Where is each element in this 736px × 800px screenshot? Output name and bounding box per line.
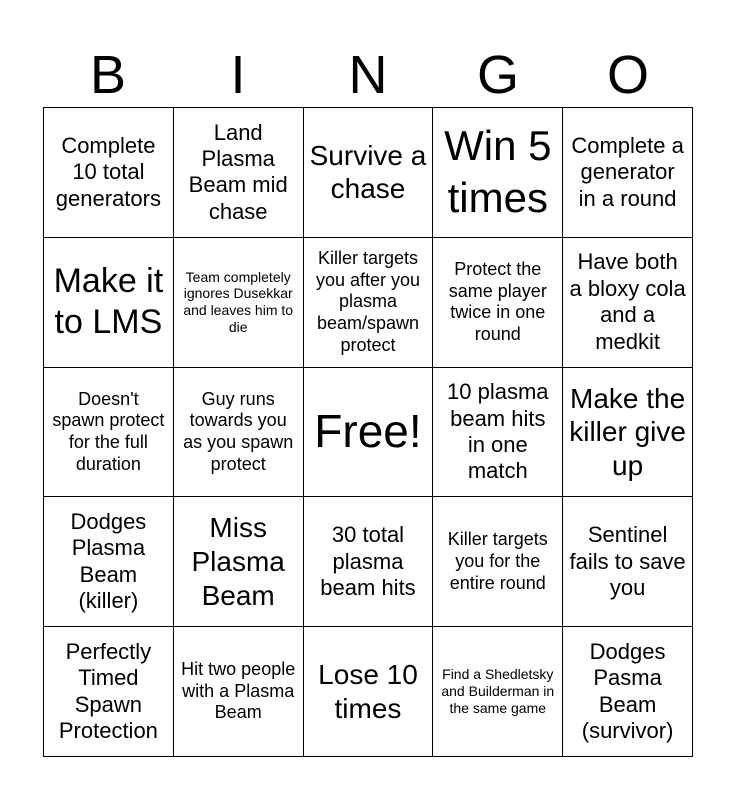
cell-text: Complete a generator in a round [571,132,684,211]
cell-text: Guy runs towards you as you spawn protect [183,388,294,474]
cell-text: Land Plasma Beam mid chase [188,119,288,224]
header-letter-g: G [476,45,519,105]
bingo-cell[interactable] [433,108,563,238]
cell-text: Killer targets you after you plasma beam/spawn protect [315,248,421,355]
bingo-cell[interactable] [174,497,304,627]
bingo-cell[interactable] [44,627,174,757]
bingo-cell[interactable] [563,238,693,368]
bingo-cell[interactable] [174,627,304,757]
cell-text: Make the killer give up [569,382,686,481]
bingo-cell[interactable] [433,238,563,368]
bingo-cell[interactable] [304,627,434,757]
cell-text: Dodges Pasma Beam (survivor) [581,638,674,743]
header-letter-i: I [230,45,246,105]
cell-text: Make it to LMS [53,262,164,342]
bingo-cell[interactable] [174,108,304,238]
cell-text: Miss Plasma Beam [191,512,285,611]
cell-text: Sentinel fails to save you [569,522,686,600]
cell-text: Killer targets you for the entire round [447,529,548,593]
bingo-cell[interactable] [563,627,693,757]
bingo-grid [43,107,693,757]
bingo-cell[interactable] [44,108,174,238]
cell-text: Hit two people with a Plasma Beam [181,659,296,723]
cell-text: Complete 10 total generators [55,132,161,211]
bingo-cell[interactable] [563,368,693,498]
cell-text: Win 5 times [444,121,552,222]
cell-text: 10 plasma beam hits in one match [447,379,549,484]
cell-text: Free! [314,405,422,458]
bingo-cell[interactable] [304,497,434,627]
free-space-cell[interactable] [304,368,434,498]
cell-text: 30 total plasma beam hits [320,522,416,600]
cell-text: Protect the same player twice in one round [448,259,547,344]
bingo-cell[interactable] [563,108,693,238]
cell-text: Doesn't spawn protect for the full duration [52,388,165,474]
bingo-cell[interactable] [174,368,304,498]
bingo-header [43,44,693,106]
bingo-cell[interactable] [304,238,434,368]
cell-text: Dodges Plasma Beam (killer) [70,509,147,614]
header-letter-o: O [606,45,649,105]
cell-text: Perfectly Timed Spawn Protection [58,638,158,743]
bingo-cell[interactable] [433,497,563,627]
bingo-cell[interactable] [563,497,693,627]
bingo-cell[interactable] [304,108,434,238]
bingo-cell[interactable] [44,368,174,498]
bingo-cell[interactable] [433,368,563,498]
cell-text: Find a Shedletsky and Builderman in the same game [441,666,555,716]
header-letter-b: B [89,45,127,105]
bingo-cell[interactable] [433,627,563,757]
cell-text: Team completely ignores Dusekkar and leaves him to die [183,268,294,335]
cell-text: Lose 10 times [318,659,418,724]
bingo-cell[interactable] [174,238,304,368]
bingo-cell[interactable] [44,497,174,627]
bingo-cell[interactable] [44,238,174,368]
cell-text: Have both a bloxy cola and a medkit [569,249,686,354]
header-letter-n: N [348,45,388,105]
cell-text: Survive a chase [309,139,427,205]
